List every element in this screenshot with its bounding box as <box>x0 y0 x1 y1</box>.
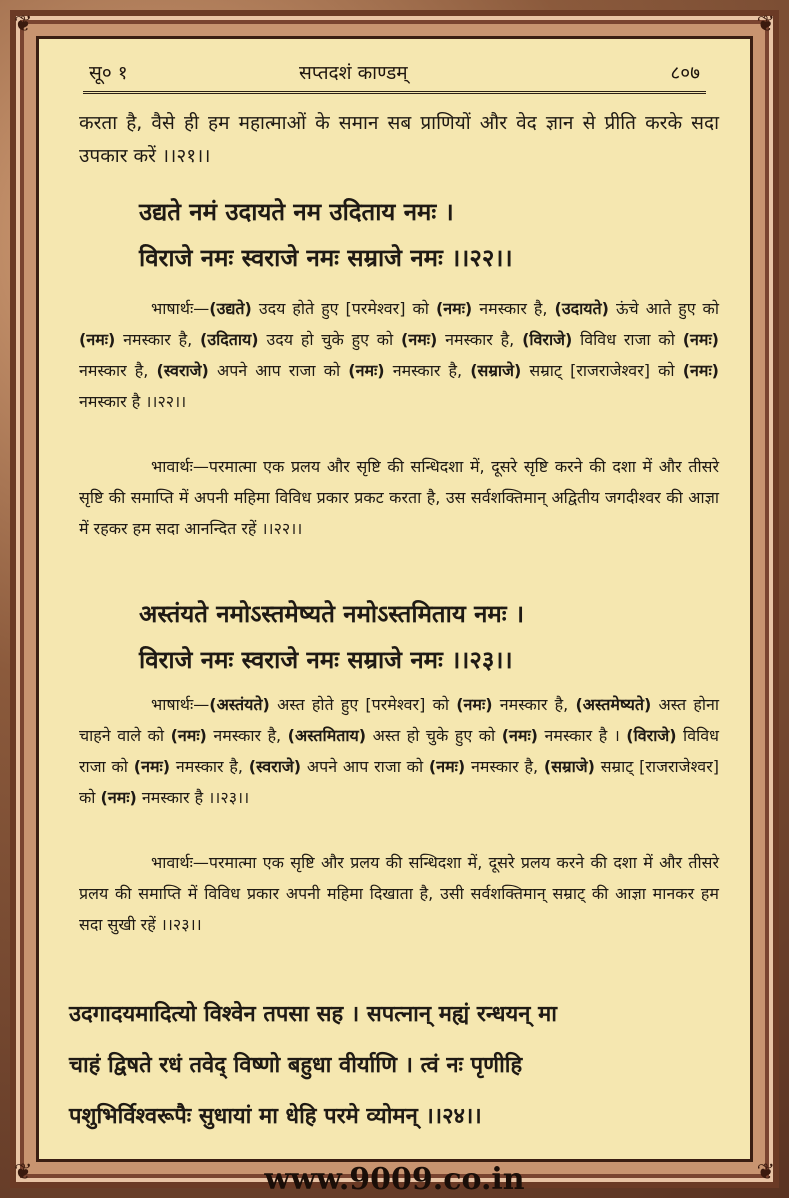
gloss-label: भावार्थः— <box>151 853 209 872</box>
gloss-term: (नमः) <box>435 299 473 318</box>
gloss-term: (स्वराजे) <box>248 757 302 776</box>
mantra-line: चाहं द्विषते रधं तवेद् विष्णो बहुधा वीर्याणि । त्वं नः पृणीहि <box>69 1053 523 1078</box>
gloss-text: नमस्कार है ।।२३।। <box>136 788 250 807</box>
gloss-text: ऊंचे आते हुए को <box>608 299 719 318</box>
mantra-line: उद्यते नमं उदायते नम उदिताय नमः । <box>139 198 454 226</box>
gloss-term: (नमः) <box>79 330 116 349</box>
gloss-term: (नमः) <box>401 330 438 349</box>
corner-ornament-icon: ❦ <box>14 1160 33 1185</box>
gloss-text: अपने आप राजा को <box>301 757 429 776</box>
page-header <box>89 59 700 85</box>
gloss-text: सम्राट् [राजराजेश्वर] को <box>79 757 719 807</box>
gloss-term: (उदायते) <box>554 299 609 318</box>
gloss-text: उदय हो चुके हुए को <box>258 330 402 349</box>
gloss-label: भाषार्थः— <box>151 695 210 714</box>
gloss-23-summary <box>79 847 719 940</box>
mantra-23 <box>139 591 719 683</box>
gloss-text: अस्त होना चाहने वाले को <box>79 695 719 745</box>
mantra-line: उदगादयमादित्यो विश्वेन तपसा सह । सपत्नान् मह्यं रन्धयन् मा <box>69 1002 557 1027</box>
mantra-24 <box>69 989 729 1142</box>
page-number: ८०७ <box>670 62 700 84</box>
gloss-text: नमस्कार है, <box>115 330 201 349</box>
intro-paragraph: करता है, वैसे ही हम महात्माओं के समान सब प्राणियों और वेद ज्ञान से प्रीति करके सदा उपकार करें ।।२१।। <box>79 112 719 167</box>
gloss-term: (नमः) <box>428 757 466 776</box>
footer-website-link[interactable]: www.9009.co.in <box>264 1162 525 1197</box>
gloss-text: अस्त हो चुके हुए को <box>366 726 502 745</box>
gloss-term: (नमः) <box>100 788 137 807</box>
gloss-term: (उद्यते) <box>209 299 252 318</box>
gloss-term: (सम्राजे) <box>543 757 595 776</box>
gloss-text: नमस्कार है, <box>437 330 523 349</box>
corner-ornament-icon: ❦ <box>756 1160 775 1185</box>
gloss-term: (नमः) <box>348 361 385 380</box>
gloss-22-meaning <box>79 293 719 417</box>
gloss-term: (अस्तमेष्यते) <box>575 695 652 714</box>
gloss-text: नमस्कार है, <box>472 299 555 318</box>
mantra-line: विराजे नमः स्वराजे नमः सम्राजे नमः ।।२३।। <box>139 646 513 674</box>
gloss-term: (नमः) <box>501 726 538 745</box>
gloss-term: (स्वराजे) <box>156 361 209 380</box>
gloss-22-summary <box>79 451 719 544</box>
gloss-term: (उदिताय) <box>200 330 259 349</box>
mantra-line: अस्तंयते नमोऽस्तमेष्यते नमोऽस्तमिताय नमः । <box>139 600 525 628</box>
gloss-term: (अस्तमिताय) <box>287 726 367 745</box>
gloss-term: (नमः) <box>456 695 493 714</box>
gloss-text: नमस्कार है, <box>465 757 544 776</box>
gloss-text: सम्राट् [राजराजेश्वर] को <box>521 361 683 380</box>
gloss-term: (अस्तंयते) <box>209 695 270 714</box>
gloss-text: अस्त होते हुए [परमेश्वर] को <box>269 695 457 714</box>
gloss-term: (नमः) <box>682 330 719 349</box>
gloss-23-meaning <box>79 689 719 813</box>
book-page <box>36 36 753 1162</box>
gloss-term: (विराजे) <box>626 726 677 745</box>
gloss-body: परमात्मा एक प्रलय और सृष्टि की सन्धिदशा में, दूसरे सृष्टि करने की दशा में और तीसरे सृष्टि की समाप्ति में अपनी महिमा विविध प्रकार प्रकट करता है, उस सर्वशक्तिमान् अद्वितीय जगदीश्वर की आज्ञा में रहकर हम सदा आनन्दित रहें ।।२२।। <box>79 457 719 538</box>
sutra-number: सू० १ <box>89 62 128 84</box>
gloss-label: भावार्थः— <box>151 457 209 476</box>
gloss-text: विविध राजा को <box>79 726 719 776</box>
gloss-text: नमस्कार है, <box>79 361 157 380</box>
gloss-text: नमस्कार है, <box>384 361 471 380</box>
gloss-text: अपने आप राजा को <box>208 361 349 380</box>
gloss-body: परमात्मा एक सृष्टि और प्रलय की सन्धिदशा में, दूसरे प्रलय करने की दशा में और तीसरे प्रलय की समाप्ति में विविध प्रकार अपनी महिमा दिखाता है, उसी सर्वशक्तिमान् सम्राट् की आज्ञा मानकर हम सदा सुखी रहें ।।२३।। <box>79 853 719 934</box>
gloss-text: नमस्कार है, <box>206 726 288 745</box>
mantra-line: पशुभिर्विश्वरूपैः सुधायां मा धेहि परमे व्योमन् ।।२४।। <box>69 1104 482 1129</box>
gloss-term: (सम्राजे) <box>470 361 522 380</box>
corner-ornament-icon: ❦ <box>14 12 33 37</box>
corner-ornament-icon: ❦ <box>756 12 775 37</box>
gloss-label: भाषार्थः— <box>151 299 210 318</box>
gloss-text: उदय होते हुए [परमेश्वर] को <box>251 299 436 318</box>
section-title: सप्तदशं काण्डम् <box>299 62 408 84</box>
gloss-text: नमस्कार है, <box>170 757 249 776</box>
gloss-text: विविध राजा को <box>572 330 683 349</box>
gloss-text: नमस्कार है । <box>538 726 627 745</box>
gloss-text: नमस्कार है, <box>492 695 576 714</box>
gloss-text: नमस्कार है ।।२२।। <box>79 392 187 411</box>
gloss-term: (विराजे) <box>522 330 573 349</box>
gloss-term: (नमः) <box>170 726 207 745</box>
gloss-term: (नमः) <box>682 361 719 380</box>
mantra-22 <box>139 189 719 281</box>
mantra-line: विराजे नमः स्वराजे नमः सम्राजे नमः ।।२२।। <box>139 244 513 272</box>
header-rule <box>83 91 706 104</box>
gloss-term: (नमः) <box>133 757 171 776</box>
